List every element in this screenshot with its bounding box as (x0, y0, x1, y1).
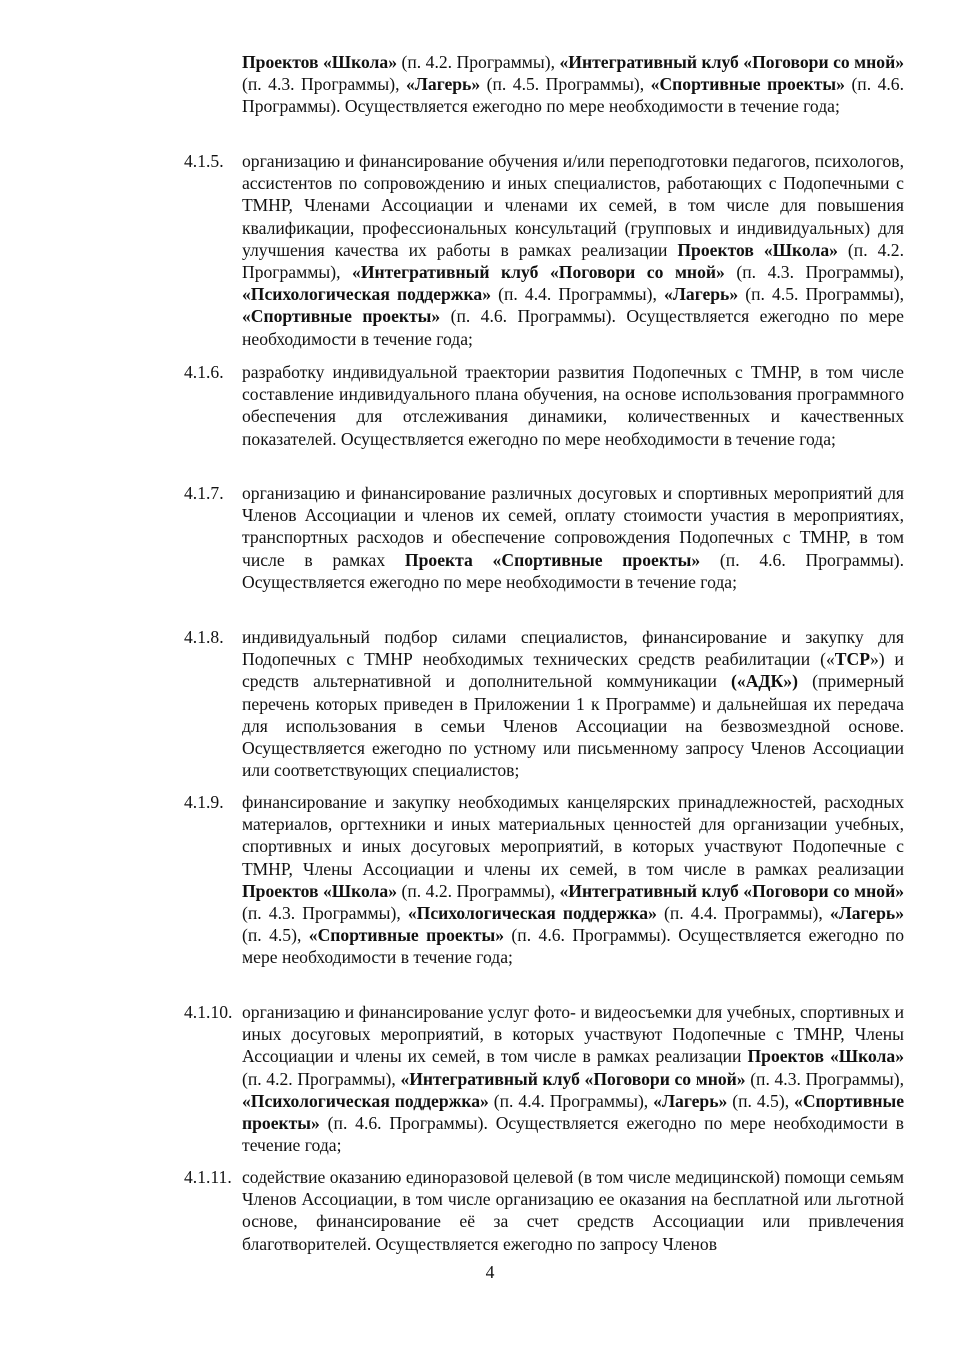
text-run: (п. 4.4. Программы), (656, 903, 830, 924)
text-run: индивидуальный подбор силами специалистов, финансирование и закупку для Подопечных с ТМНР необходимых технических средств реабилитации (« (242, 627, 904, 670)
item-text (242, 482, 904, 593)
bold-text-run: «Спортивные проекты» (242, 1090, 904, 1134)
text-run: (п. 4.2. Программы), (397, 880, 560, 901)
continuation-paragraph (242, 51, 904, 118)
text-run: (п. 4.5. Программы), (480, 74, 651, 95)
item-text (242, 150, 904, 350)
text-run: ») и средств альтернативной и дополнительной коммуникации (242, 649, 904, 692)
text-run: (п. 4.6. Программы). Осуществляется ежегодно по мере необходимости в течение года; (242, 925, 904, 968)
text-run: организацию и финансирование услуг фото- и видеосъемки для учебных, спортивных и иных досуговых мероприятий, в которых участвуют Подопечные с ТМНР, Члены Ассоциации и члены их семей, в том числе в рамках реализации (242, 1002, 904, 1067)
text-run: (п. 4.6. Программы). Осуществляется ежегодно по мере необходимости в течение года; (242, 1113, 904, 1156)
list-item-4-1-10 (184, 1001, 904, 1156)
bold-text-run: «Лагерь» (829, 903, 904, 924)
list-item-4-1-5 (184, 150, 904, 350)
text-run: (п. 4.4. Программы), (491, 284, 664, 305)
item-number: 4.1.8. (184, 627, 224, 647)
list-item-4-1-8 (184, 626, 904, 781)
bold-text-run: Проектов «Школа» (747, 1046, 905, 1067)
list-item-4-1-11 (184, 1166, 904, 1255)
bold-text-run: («АДК») (731, 671, 798, 692)
list-item-4-1-7 (184, 482, 904, 593)
bold-text-run: Проектов «Школа» (242, 880, 398, 901)
bold-text-run: «Лагерь» (663, 284, 739, 305)
bold-text-run: «Спортивные проекты» (308, 925, 504, 946)
item-text (242, 1001, 904, 1156)
text-run: (п. 4.3. Программы), (745, 1068, 904, 1089)
bold-text-run: «Интегративный клуб «Поговори со мной» (400, 1068, 746, 1089)
bold-text-run: «Интегративный клуб «Поговори со мной» (559, 880, 905, 901)
bold-text-run: «Спортивные проекты» (650, 74, 845, 95)
page-number: 4 (485, 1262, 495, 1282)
bold-text-run: Проектов «Школа» (242, 52, 398, 72)
text-run: (п. 4.5. Программы), (738, 284, 904, 305)
bold-text-run: «Лагерь» (406, 74, 481, 95)
item-number: 4.1.7. (184, 483, 224, 503)
list-item-4-1-9 (184, 791, 904, 969)
text-run: (п. 4.6. Программы). Осуществляется ежегодно по мере необходимости в течение года; (242, 549, 904, 592)
text-run: финансирование и закупку необходимых канцелярских принадлежностей, расходных материалов, оргтехники и иных материальных ценностей для организации учебных, спортивных и иных досуговых мероприятий, в которых участвуют Подопечные с ТМНР, Члены Ассоциации и члены их семей, в том числе в рамках реализации (242, 792, 904, 879)
text-run: содействие оказанию единоразовой целевой (в том числе медицинской) помощи семьям Членов Ассоциации, в том числе организацию ее оказания на бесплатной или льготной основе, финансирование её за счет средств Ассоциации или привлечения благотворителей. Осуществляется ежегодно по запросу Членов (242, 1167, 904, 1254)
item-text (242, 626, 904, 781)
text-run: (п. 4.2. Программы), (242, 1068, 401, 1089)
item-number: 4.1.6. (184, 362, 224, 382)
text-run: (п. 4.5), (242, 925, 309, 946)
text-run: (п. 4.3. Программы), (242, 74, 406, 95)
text-run: (п. 4.2. Программы), (397, 52, 560, 72)
bold-text-run: «Лагерь» (653, 1090, 728, 1111)
text-run: (п. 4.4. Программы), (488, 1090, 654, 1111)
item-text (242, 361, 904, 450)
text-run: организацию и финансирование различных досуговых и спортивных мероприятий для Членов Ассоциации и членов их семей, оплату стоимости участия в мероприятиях, транспортных расходов и обеспечение сопровождения Подопечных с ТМНР, в том числе в рамках (242, 483, 904, 570)
text-run: (примерный перечень которых приведен в Приложении 1 к Программе) и дальнейшая их передача для использования в семьи Членов Ассоциации на безвозмездной основе. Осуществляется ежегодно по устному или письменному запросу Членов Ассоциации или соответствующих специалистов; (242, 671, 904, 781)
bold-text-run: Проекта «Спортивные проекты» (404, 549, 701, 570)
text-run: (п. 4.6. Программы). Осуществляется ежегодно по мере необходимости в течение года; (242, 74, 904, 117)
bold-text-run: «Психологическая поддержка» (242, 1090, 489, 1111)
item-text (242, 791, 904, 969)
item-number: 4.1.5. (184, 151, 224, 171)
item-number: 4.1.10. (184, 1002, 233, 1022)
item-number: 4.1.9. (184, 792, 224, 812)
bold-text-run: Проектов «Школа» (677, 239, 838, 260)
text-run: (п. 4.5), (727, 1090, 795, 1111)
item-number: 4.1.11. (184, 1167, 232, 1187)
bold-text-run: «Интегративный клуб «Поговори со мной» (352, 262, 725, 283)
text-run: разработку индивидуальной траектории развития Подопечных с ТМНР, в том числе составление индивидуального плана обучения, на основе использования программного обеспечения для отслеживания динамики, количественных и качественных показателей. Осуществляется ежегодно по мере необходимости в течение года; (242, 362, 904, 449)
list-item-4-1-6 (184, 361, 904, 450)
bold-text-run: «Психологическая поддержка» (242, 284, 492, 305)
item-text (242, 1166, 904, 1255)
text-run: (п. 4.6. Программы). Осуществляется ежегодно по мере необходимости в течение года; (242, 306, 904, 349)
text-run: (п. 4.2. Программы), (242, 239, 904, 283)
bold-text-run: «Интегративный клуб «Поговори со мной» (559, 52, 905, 72)
text-run: (п. 4.3. Программы), (242, 903, 408, 924)
text-run: (п. 4.3. Программы), (724, 262, 904, 283)
bold-text-run: «Психологическая поддержка» (407, 903, 657, 924)
text-run: организацию и финансирование обучения и/или переподготовки педагогов, психологов, ассистентов по сопровождению и иных специалистов, работающих с Подопечными с ТМНР, Членами Ассоциации и членами их семей, в том числе для повышения квалификации, профессиональных консультаций (групповых и индивидуальных) для улучшения качества их работы в рамках реализации (242, 151, 904, 260)
bold-text-run: ТСР (834, 649, 870, 670)
bold-text-run: «Спортивные проекты» (242, 306, 441, 327)
